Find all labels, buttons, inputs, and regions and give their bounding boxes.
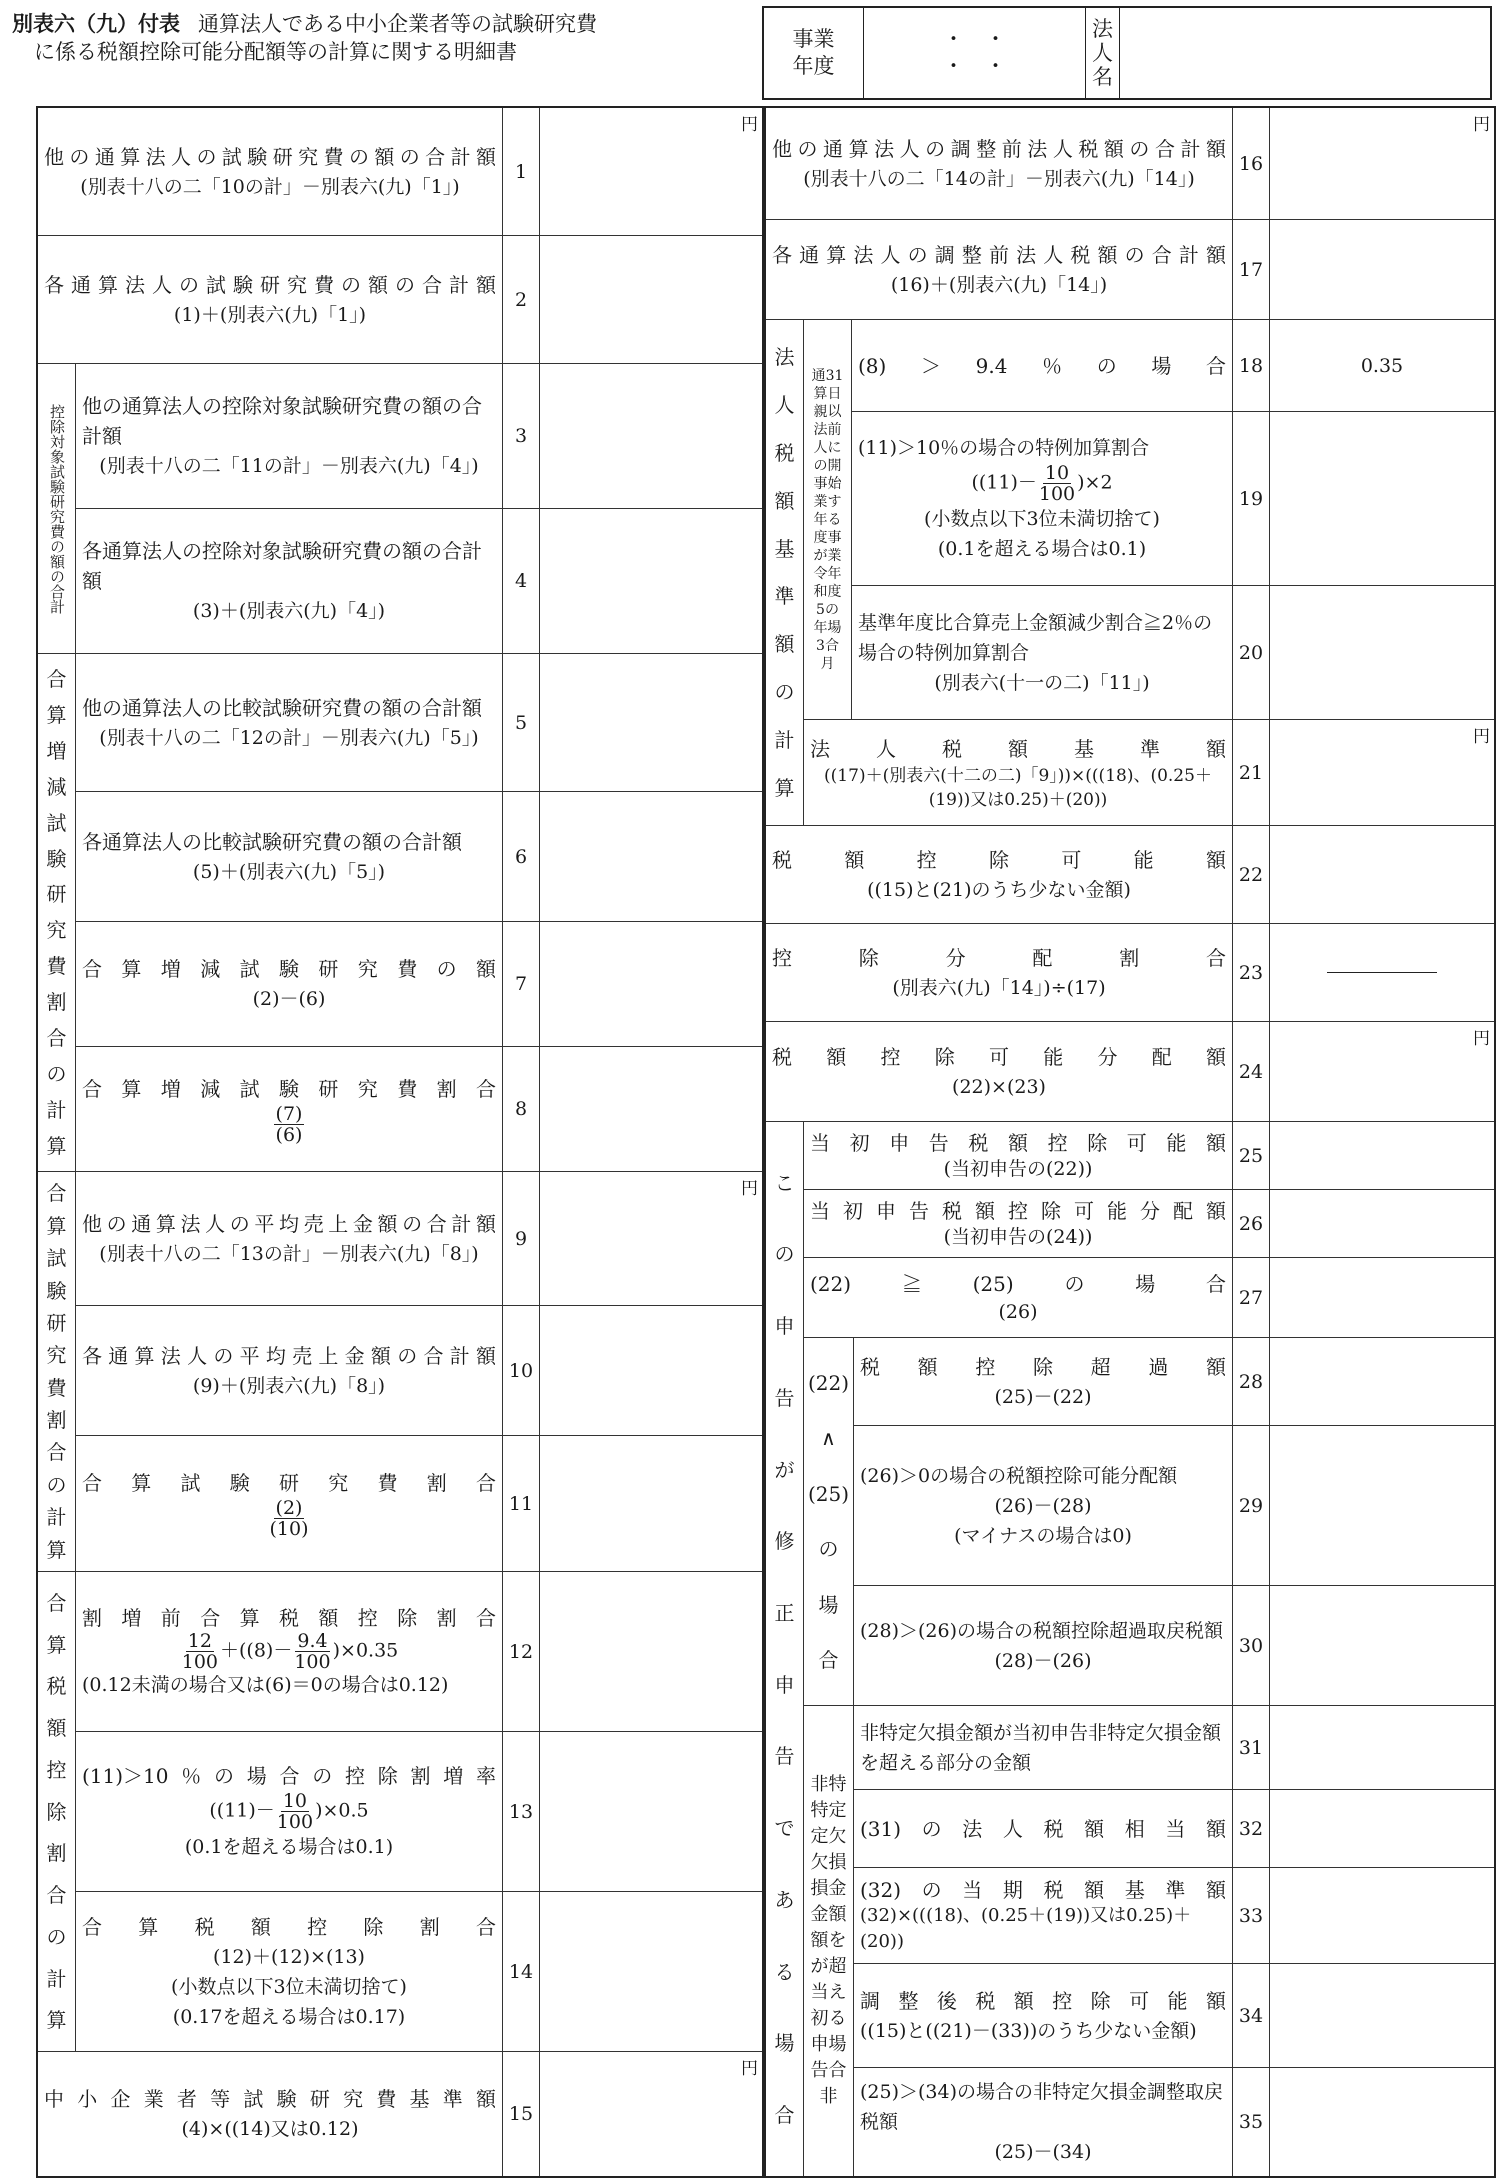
title-line-2: に係る税額控除可能分配額等の計算に関する明細書 — [34, 40, 517, 64]
row-20: 基準年度比合算売上金額減少割合≧2％の場合の特例加算割合 (別表六(十一の二)「11」) 20 — [852, 586, 1494, 720]
group-before-march-2023-label: 通31 算日 親以 法前 人に の開 事始 業す 年る 度事 が業 令年 和度 5の 年場 3合 月 — [804, 320, 852, 720]
row-34: 調整後税額控除可能額 ((15)と((21)－(33))のうち少ない金額) 34 — [854, 1964, 1494, 2068]
value-32[interactable] — [1270, 1790, 1494, 1867]
value-6[interactable] — [540, 792, 762, 921]
group-12-14-label: 合 算 税 額 控 除 割 合 の 計 算 — [38, 1572, 76, 2052]
row-4: 各通算法人の控除対象試験研究費の額の合計額 (3)＋(別表六(九)「4」) 4 — [76, 509, 762, 654]
row-19: (11)＞10％の場合の特例加算割合 ((11)－ $\frac{10}{100}$ )×2 (小数点以下3位未満切捨て) (0.1を超える場合は0.1) 19 — [852, 412, 1494, 586]
value-34[interactable] — [1270, 1964, 1494, 2067]
row-24: 税額控除可能分配額 (22)×(23) 24 円 — [766, 1022, 1494, 1122]
value-12[interactable] — [540, 1572, 762, 1731]
value-28[interactable] — [1270, 1338, 1494, 1425]
value-16[interactable]: 円 — [1473, 115, 1490, 135]
group-amended-return-label: こ の 申 告 が 修 正 申 告 で あ る 場 合 — [766, 1122, 804, 2176]
row-10: 各通算法人の平均売上金額の合計額 (9)＋(別表六(九)「8」) 10 — [76, 1306, 762, 1436]
value-13[interactable] — [540, 1732, 762, 1891]
form-title — [12, 10, 597, 66]
value-8[interactable] — [540, 1047, 762, 1171]
value-18: 0.35 — [1360, 354, 1404, 377]
value-15[interactable]: 円 — [741, 2059, 758, 2079]
value-23 — [1270, 924, 1494, 1021]
value-30[interactable] — [1270, 1586, 1494, 1705]
value-21[interactable]: 円 — [1473, 727, 1490, 747]
header-box — [762, 6, 1492, 100]
value-29[interactable] — [1270, 1426, 1494, 1585]
row-17: 各通算法人の調整前法人税額の合計額 (16)＋(別表六(九)「14」) 17 — [766, 220, 1494, 320]
row-27: (22) ≧ (25) の 場 合 (26) 27 — [804, 1258, 1494, 1338]
row-33: (32)の当期税額基準額 (32)×(((18)、(0.25＋(19))又は0.25)＋(20)) 33 — [854, 1868, 1494, 1964]
value-22[interactable] — [1270, 826, 1494, 923]
row-16: 他の通算法人の調整前法人税額の合計額 (別表十八の二「14の計」－別表六(九)「14」) 16 円 — [766, 108, 1494, 220]
row-3: 他の通算法人の控除対象試験研究費の額の合計額 (別表十八の二「11の計」－別表六(九)「4」) 3 — [76, 364, 762, 509]
group-nonspecific-loss-label: 非特 特定 定欠 欠損 損金 金額 額を が超 当え 初る 申場 告合 非 — [804, 1706, 854, 2176]
value-19[interactable] — [1270, 412, 1494, 585]
right-section — [764, 106, 1496, 2178]
form-id: 別表六（九）付表 — [12, 12, 180, 36]
corp-name-label: 法 人 名 — [1086, 8, 1120, 98]
row-6: 各通算法人の比較試験研究費の額の合計額 (5)＋(別表六(九)「5」) 6 — [76, 792, 762, 922]
not-applicable-dash — [1327, 972, 1437, 973]
row-25: 当初申告税額控除可能額 (当初申告の(22)) 25 — [804, 1122, 1494, 1190]
value-3[interactable] — [540, 364, 762, 508]
row-18: (8) ＞ 9.4 ％ の 場 合 18 0.35 — [852, 320, 1494, 412]
value-33[interactable] — [1270, 1868, 1494, 1963]
row-30: (28)＞(26)の場合の税額控除超過取戻税額 (28)－(26) 30 — [854, 1586, 1494, 1706]
row-13: (11)＞10％の場合の控除割増率 ((11)－ $\frac{10}{100}$ )×0.5 (0.1を超える場合は0.1) 13 — [76, 1732, 762, 1892]
row-32: (31)の法人税額相当額 32 — [854, 1790, 1494, 1868]
value-1[interactable]: 円 — [741, 115, 758, 135]
value-4[interactable] — [540, 509, 762, 653]
row-11: 合算試験研究費割合 $\frac{(2)}{(10)}$ 11 — [76, 1436, 762, 1572]
value-2[interactable] — [540, 236, 762, 363]
value-14[interactable] — [540, 1892, 762, 2051]
corp-name-field[interactable] — [1120, 8, 1490, 98]
row-8: 合算増減試験研究費割合 $\frac{(7)}{(6)}$ 8 — [76, 1047, 762, 1172]
value-11[interactable] — [540, 1436, 762, 1571]
row-23: 控除分配割合 (別表六(九)「14」)÷(17) 23 — [766, 924, 1494, 1022]
row-12: 割増前合算税額控除割合 $\frac{12}{100}$ ＋((8)－ $\frac{9.4}{100}$ )×0.35 (0.12未満の場合又は(6)＝0の場合は0.12) 12 — [76, 1572, 762, 1732]
group-base-calc-label: 法 人 税 額 基 準 額 の 計 算 — [766, 320, 804, 826]
row-7: 合算増減試験研究費の額 (2)－(6) 7 — [76, 922, 762, 1047]
left-section — [36, 106, 764, 2178]
row-5: 他の通算法人の比較試験研究費の額の合計額 (別表十八の二「12の計」－別表六(九)「5」) 5 — [76, 654, 762, 792]
row-22: 税額控除可能額 ((15)と(21)のうち少ない金額) 22 — [766, 826, 1494, 924]
row-21: 法人税額基準額 ((17)＋(別表六(十二の二)「9」))×(((18)、(0.25＋(19))又は0.25)＋(20)) 21 円 — [804, 720, 1494, 826]
value-7[interactable] — [540, 922, 762, 1046]
row-28: 税額控除超過額 (25)－(22) 28 — [854, 1338, 1494, 1426]
row-29: (26)＞0の場合の税額控除可能分配額 (26)－(28) (マイナスの場合は0) 29 — [854, 1426, 1494, 1586]
row-1: 他の通算法人の試験研究費の額の合計額 (別表十八の二「10の計」－別表六(九)「1」) 1 円 — [38, 108, 762, 236]
row-26: 当初申告税額控除可能分配額 (当初申告の(24)) 26 — [804, 1190, 1494, 1258]
value-25[interactable] — [1270, 1122, 1494, 1189]
value-20[interactable] — [1270, 586, 1494, 719]
row-35: (25)＞(34)の場合の非特定欠損金調整取戻税額 (25)－(34) 35 — [854, 2068, 1494, 2176]
fiscal-year-label: 事業 年度 — [764, 8, 864, 98]
value-24[interactable]: 円 — [1473, 1029, 1490, 1049]
value-9[interactable]: 円 — [741, 1179, 758, 1199]
group-3-4-label: 控除対象試験研究費の額の合計 — [38, 364, 76, 654]
row-9: 他の通算法人の平均売上金額の合計額 (別表十八の二「13の計」－別表六(九)「8」) 9 円 — [76, 1172, 762, 1306]
value-31[interactable] — [1270, 1706, 1494, 1789]
value-26[interactable] — [1270, 1190, 1494, 1257]
fiscal-year-field[interactable]: ・ ・ ・ ・ — [864, 8, 1086, 98]
group-5-8-label: 合 算 増 減 試 験 研 究 費 割 合 の 計 算 — [38, 654, 76, 1172]
row-15: 中小企業者等試験研究費基準額 (4)×((14)又は0.12) 15 円 — [38, 2052, 762, 2176]
value-35[interactable] — [1270, 2068, 1494, 2176]
value-10[interactable] — [540, 1306, 762, 1435]
value-17[interactable] — [1270, 220, 1494, 319]
row-2: 各通算法人の試験研究費の額の合計額 (1)＋(別表六(九)「1」) 2 — [38, 236, 762, 364]
group-22-lt-25-label: (22) ∧ (25) の 場 合 — [804, 1338, 854, 1706]
title-line-1: 通算法人である中小企業者等の試験研究費 — [198, 12, 597, 36]
value-5[interactable] — [540, 654, 762, 791]
value-27[interactable] — [1270, 1258, 1494, 1337]
row-31: 非特定欠損金額が当初申告非特定欠損金額を超える部分の金額 31 — [854, 1706, 1494, 1790]
row-14: 合算税額控除割合 (12)＋(12)×(13) (小数点以下3位未満切捨て) (0.17を超える場合は0.17) 14 — [76, 1892, 762, 2052]
group-9-11-label: 合 算 試 験 研 究 費 割 合 の 計 算 — [38, 1172, 76, 1572]
